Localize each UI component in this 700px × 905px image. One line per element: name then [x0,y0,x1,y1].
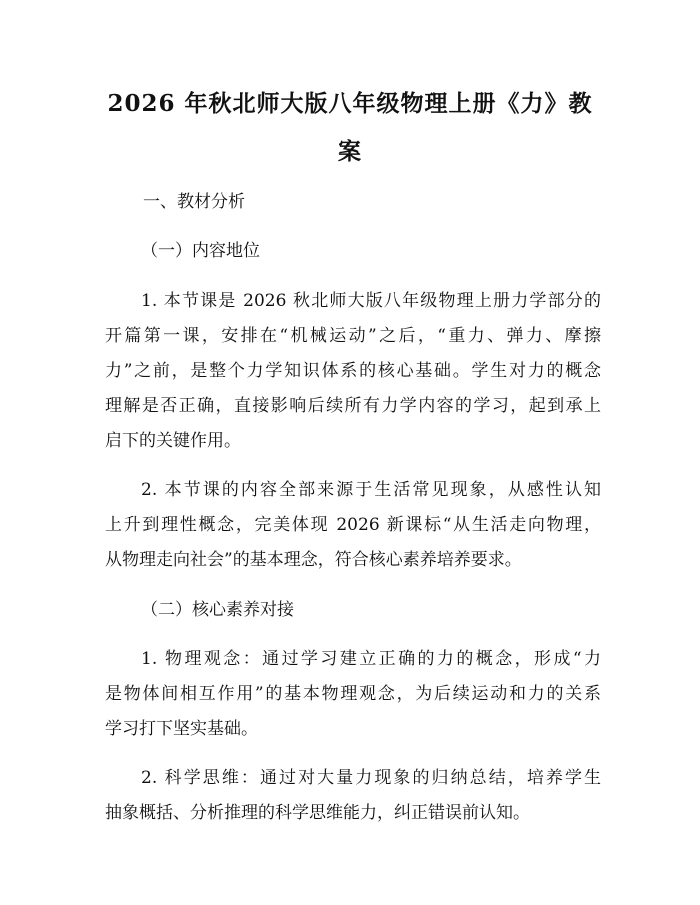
document-title [96,80,604,176]
subsection-heading-core-literacy: （二）核心素养对接 [141,600,294,620]
paragraph-line: 2. 科学思维：通过对大量力现象的归纳总结，培养学生 [141,768,601,788]
paragraph-line: 开篇第一课，安排在“机械运动”之后，“重力、弹力、摩擦 [105,326,601,346]
paragraph-line: 2. 本节课的内容全部来源于生活常见现象，从感性认知 [141,480,601,500]
section-heading-teaching-material-analysis: 一、教材分析 [143,192,245,212]
paragraph-line: 力”之前，是整个力学知识体系的核心基础。学生对力的概念 [105,361,601,381]
paragraph-line: 是物体间相互作用”的基本物理观念，为后续运动和力的关系 [105,684,601,704]
paragraph-line: 学习打下坚实基础。 [105,719,258,739]
subsection-heading-content-position: （一）内容地位 [141,241,260,261]
title-line-1: 2026 年秋北师大版八年级物理上册《力》教 [107,90,593,117]
title-line-2: 案 [338,138,362,165]
paragraph-line: 理解是否正确，直接影响后续所有力学内容的学习，起到承上 [105,396,601,416]
paragraph-line: 启下的关键作用。 [105,431,241,451]
paragraph-line: 从物理走向社会”的基本理念，符合核心素养培养要求。 [105,550,522,570]
paragraph-line: 1. 本节课是 2026 秋北师大版八年级物理上册力学部分的 [141,291,601,311]
paragraph-line: 抽象概括、分析推理的科学思维能力，纠正错误前认知。 [105,803,530,823]
paragraph-line: 上升到理性概念，完美体现 2026 新课标“从生活走向物理， [105,515,601,535]
paragraph-line: 1. 物理观念：通过学习建立正确的力的概念，形成“力 [141,649,601,669]
